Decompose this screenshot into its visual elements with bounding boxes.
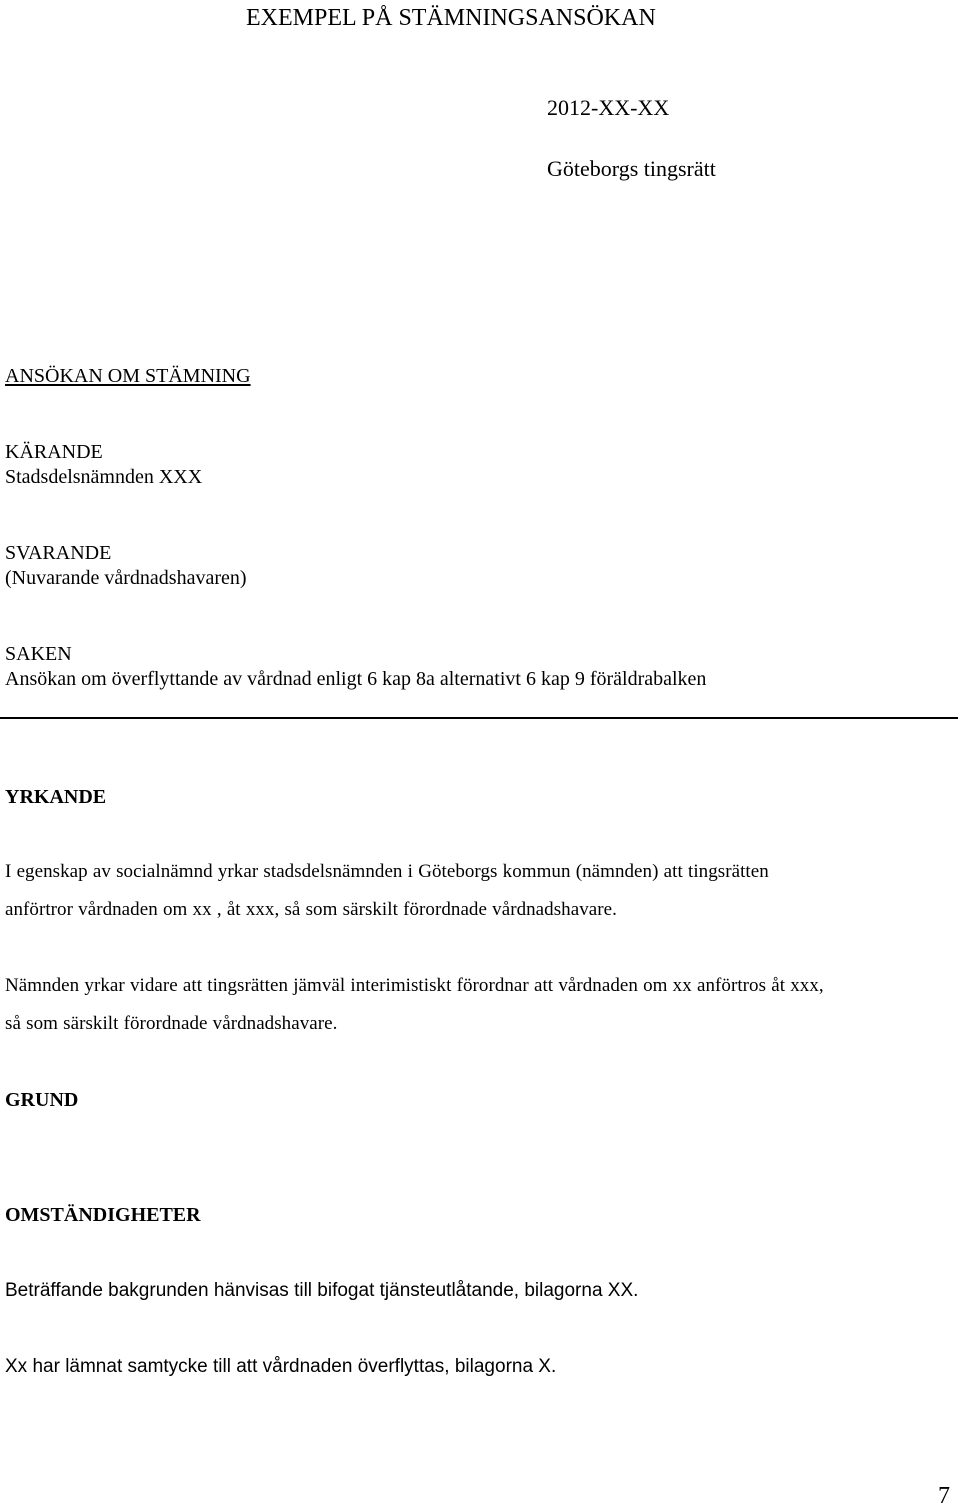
circumstances-heading: OMSTÄNDIGHETER: [5, 1204, 201, 1226]
defendant-label: SVARANDE: [5, 542, 112, 564]
claim-paragraph-1-line-2: anförtror vårdnaden om xx , åt xxx, så som särskilt förordnade vårdnadshavare.: [5, 899, 617, 920]
court-name: Göteborgs tingsrätt: [547, 156, 716, 181]
grounds-heading: GRUND: [5, 1089, 79, 1111]
claim-paragraph-1-line-1: I egenskap av socialnämnd yrkar stadsdelsnämnden i Göteborgs kommun (nämnden) att tingsrätten: [5, 861, 769, 882]
circumstances-line-1: Beträffande bakgrunden hänvisas till bifogat tjänsteutlåtande, bilagorna XX.: [5, 1280, 639, 1301]
matter-label: SAKEN: [5, 643, 72, 665]
claim-paragraph-2-line-1: Nämnden yrkar vidare att tingsrätten jämväl interimistiskt förordnar att vårdnaden om xx anförtros åt xxx,: [5, 975, 824, 996]
claim-heading: YRKANDE: [5, 786, 107, 808]
plaintiff-label: KÄRANDE: [5, 441, 103, 463]
matter-value: Ansökan om överflyttande av vårdnad enligt 6 kap 8a alternativt 6 kap 9 föräldrabalken: [5, 668, 707, 690]
section-divider: [0, 717, 958, 719]
document-date: 2012-XX-XX: [547, 95, 670, 120]
claim-paragraph-2-line-2: så som särskilt förordnade vårdnadshavare.: [5, 1013, 338, 1034]
claim-paragraph-1: [5, 853, 953, 929]
circumstances-line-2: Xx har lämnat samtycke till att vårdnaden överflyttas, bilagorna X.: [5, 1356, 557, 1377]
plaintiff-value: Stadsdelsnämnden XXX: [5, 466, 203, 488]
application-heading: ANSÖKAN OM STÄMNING: [5, 365, 251, 387]
defendant-value: (Nuvarande vårdnadshavaren): [5, 567, 247, 589]
document-title: EXEMPEL PÅ STÄMNINGSANSÖKAN: [246, 5, 656, 31]
page-number: 7: [938, 1483, 950, 1509]
claim-paragraph-2: [5, 967, 953, 1043]
